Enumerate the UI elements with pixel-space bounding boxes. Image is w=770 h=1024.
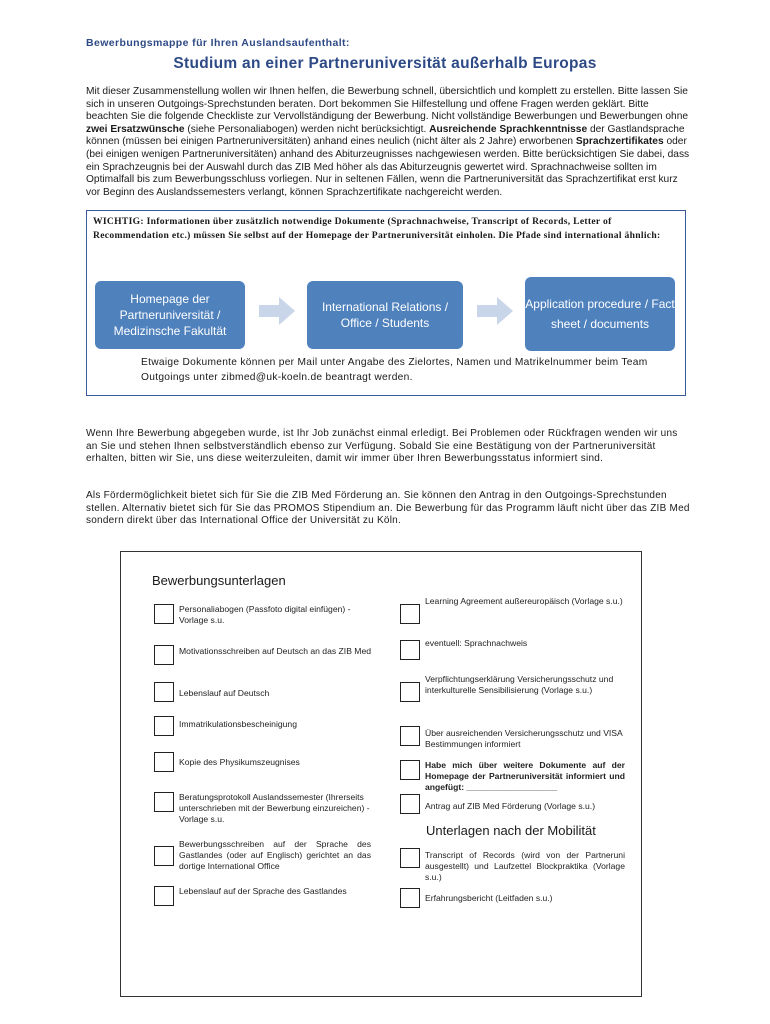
checklist-item: Personaliabogen (Passfoto digital einfügen) - Vorlage s.u. (179, 604, 351, 626)
checkbox-beratungsprotokoll[interactable] (154, 792, 174, 812)
checkbox-verpflichtungserklaerung[interactable] (400, 682, 420, 702)
checkbox-physikum[interactable] (154, 752, 174, 772)
checklist-item: Transcript of Records (wird von der Partneruni ausgestellt) und Laufzettel Blockpraktika (Vorlage s.u.) (425, 850, 625, 883)
document-title: Studium an einer Partneruniversität außerhalb Europas (173, 55, 597, 72)
checkbox-lebenslauf[interactable] (154, 682, 174, 702)
info-box (86, 210, 686, 396)
checkbox-weitere-dokumente[interactable] (400, 760, 420, 780)
flow-step-homepage: Homepage der Partneruniversität / Medizinsche Fakultät (95, 281, 245, 349)
checkbox-learning-agreement[interactable] (400, 604, 420, 624)
checkbox-transcript[interactable] (400, 848, 420, 868)
checkbox-lebenslauf-gastland[interactable] (154, 886, 174, 906)
flow-step-application-procedure: Application procedure / Fact sheet / documents (525, 277, 675, 351)
funding-paragraph: Als Fördermöglichkeit bietet sich für Sie die ZIB Med Förderung an. Sie können den Antrag in den Outgoings-Sprechstunden stellen. Alternativ bietet sich für Sie das PROMOS Stipendium an. Die Bewerbung für das Programm läuft nicht über das ZIB Med sondern direkt über das International Office der Universität zu Köln. (86, 490, 690, 527)
checkbox-motivationsschreiben[interactable] (154, 645, 174, 665)
checkbox-bewerbungsschreiben[interactable] (154, 846, 174, 866)
checklist-item: Erfahrungsbericht (Leitfaden s.u.) (425, 893, 553, 903)
intro-paragraph (86, 86, 692, 199)
checklist-item: Lebenslauf auf der Sprache des Gastlandes (179, 886, 347, 896)
intro-bold-1: zwei Ersatzwünsche (86, 123, 185, 135)
checkbox-personaliabogen[interactable] (154, 604, 174, 624)
info-contact: Etwaige Dokumente können per Mail unter Angabe des Zielortes, Namen und Matrikelnummer beim Team Outgoings unter zibmed@uk-koeln.de beantragt werden. (141, 357, 648, 383)
checklist-item: Motivationsschreiben auf Deutsch an das ZIB Med (179, 646, 372, 656)
intro-text-1: Mit dieser Zusammenstellung wollen wir Ihnen helfen, die Bewerbung schnell, übersichtlich und komplett zu erstellen. Bitte lassen Sie sich in unseren Outgoings-Sprechstunden beraten. Dort bekommen Sie Hilfestellung und offene Fragen werden geklärt. Bitte beachten Sie die folgende Checkliste zur Vervollständigung der Bewerbung. Nicht vollständige Bewerbungen und Bewerbungen ohne (86, 86, 689, 123)
flow-step-international-relations: International Relations / Office / Students (307, 281, 463, 349)
checklist-item: Antrag auf ZIB Med Förderung (Vorlage s.u.) (425, 801, 596, 811)
checkbox-versicherungsschutz[interactable] (400, 726, 420, 746)
document-header: Bewerbungsmappe für Ihren Auslandsaufenthalt: (86, 37, 350, 49)
checklist-heading: Bewerbungsunterlagen (152, 573, 286, 588)
intro-bold-3: Sprachzertifikates (575, 136, 664, 148)
info-note: WICHTIG: Informationen über zusätzlich notwendige Dokumente (Sprachnachweise, Transcript of Records, Letter of Recommendation etc.) müssen Sie selbst auf der Homepage der Partneruniversität einholen. Die Pfade sind international ähnlich: (93, 216, 661, 241)
checkbox-sprachnachweis[interactable] (400, 640, 420, 660)
checklist-after-heading: Unterlagen nach der Mobilität (426, 823, 596, 838)
checklist-item: Verpflichtungserklärung Versicherungsschutz und interkulturelle Sensibilisierung (Vorlage s.u.) (425, 674, 614, 696)
checklist-box (120, 551, 642, 997)
checklist-item: Lebenslauf auf Deutsch (179, 688, 270, 698)
arrow-right-icon (477, 297, 513, 325)
checkbox-immatrikulation[interactable] (154, 716, 174, 736)
intro-text-4: oder (bei einigen wenigen Partneruniversitäten) anhand des Abiturzeugnisses nachgewiesen werden. Bitte berücksichtigen Sie dabei, dass ein Sprachzeugnis bei der Auswahl durch das ZIB Med höher als das Abiturzeugnis gewertet wird. Sprachnachweise sollten im Optimalfall bis zum Bewerbungsschluss vorliegen. Nur in seltenen Fällen, wenn die Partneruniversität das Sprachzertifikat erst kurz vor Beginn des Auslandssemesters verlangt, können Sprachzertifikate nachgereicht werden. (86, 136, 690, 198)
arrow-right-icon (259, 297, 295, 325)
checklist-item: Über ausreichenden Versicherungsschutz und VISA Bestimmungen informiert (425, 728, 623, 750)
checklist-item: Immatrikulationsbescheinigung (179, 719, 297, 729)
intro-text-3: der Gastlandsprache können (müssen bei einigen Partneruniversitäten) anhand eines neulich (nicht älter als 2 Jahre) erworbenen (86, 123, 685, 148)
checklist-item: Beratungsprotokoll Auslandssemester (Ihrerseits unterschrieben mit der Bewerbung einzureichen) - Vorlage s.u. (179, 792, 370, 825)
intro-bold-2: Ausreichende Sprachkenntnisse (429, 123, 588, 135)
status-paragraph: Wenn Ihre Bewerbung abgegeben wurde, ist Ihr Job zunächst einmal erledigt. Bei Problemen oder Rückfragen wenden wir uns an Sie und stehen Ihnen selbstverständlich ebenso zur Verfügung. Sobald Sie eine Bestätigung von der Partneruniversität erhalten, bitten wir Sie, uns diese weiterzuleiten, damit wir immer über Ihren Bewerbungsstatus informiert sind. (86, 428, 678, 465)
checkbox-zib-foerderung[interactable] (400, 794, 420, 814)
checklist-item: Bewerbungsschreiben auf der Sprache des Gastlandes (oder auf Englisch) gerichtet an das dortige International Office (179, 839, 371, 872)
checklist-item: Learning Agreement außereuropäisch (Vorlage s.u.) (425, 596, 623, 606)
checklist-item: Kopie des Physikumszeugnises (179, 757, 300, 767)
checklist-item: eventuell: Sprachnachweis (425, 638, 528, 648)
intro-text-2: (siehe Personaliabogen) werden nicht berücksichtigt. (184, 123, 430, 135)
checkbox-erfahrungsbericht[interactable] (400, 888, 420, 908)
checklist-item: Habe mich über weitere Dokumente auf der Homepage der Partneruniversität informiert und angefügt: ___________________ (425, 760, 625, 793)
